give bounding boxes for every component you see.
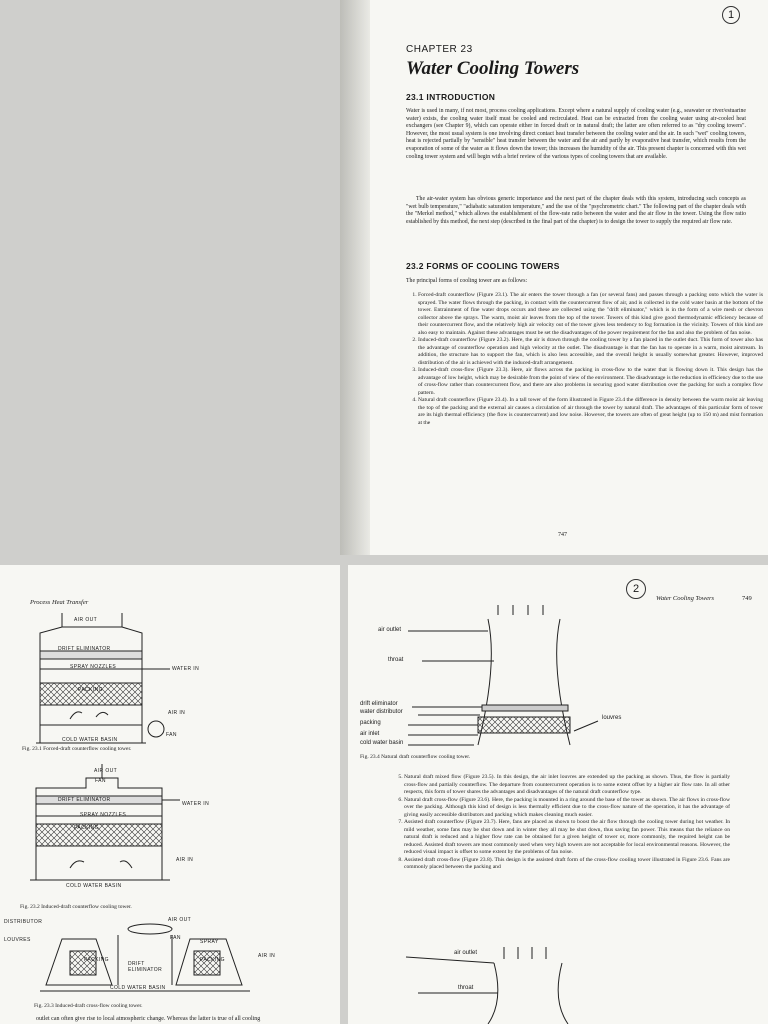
label-packing-left: PACKING <box>84 957 109 963</box>
label-drift-eliminator: DRIFT ELIMINATOR <box>58 646 111 652</box>
list-item: 6. Natural draft cross-flow (Figure 23.6). Here, the packing is mounted in a ring around the base of the tower as shown. The air flows in cross-flow over the packing. Although this kind of design is less thermally efficient due to the cross-flow nature of the operation, it has the advantage of giving easily accessible distributors and packing which makes cleaning much easier. <box>404 797 730 820</box>
label-air-in: AIR IN <box>176 857 194 863</box>
list-item: 5. Natural draft mixed flow (Figure 23.5). In this design, the air inlet louvres are extended up the packing as shown. Thus, the flow is partially cross-flow and partially counterflow. The departure from countercurrent operation is to some extent offset by a higher air flow rate. In all other respects, this form of tower shares the advantages and disadvantages of the natural draft counterflow type. <box>404 774 730 797</box>
label-spray: SPRAY <box>200 939 219 945</box>
list-item: 4. Natural draft counterflow (Figure 23.4). In a tall tower of the form illustrated in Figure 23.4 the difference in density between the warm moist air leaving the top of the packing and the external air causes a circulation of air through the tower by natural draft. The advantages of this particular form of tower are its high thermal efficiency (the flow is countercurrent) and low noise. However, the towers are often of great height (up to 150 m) and mist formation at the <box>418 397 763 427</box>
bottom-text-line: outlet can often give rise to local atmospheric change. Whereas the latter is true of all cooling <box>36 1016 261 1022</box>
figure-natural-draft-tower <box>348 605 768 755</box>
label-air-in: AIR IN <box>258 953 276 959</box>
label-fan: FAN <box>170 935 181 941</box>
label-air-outlet: air outlet <box>454 950 478 956</box>
forms-list <box>404 292 763 427</box>
running-head: Process Heat Transfer <box>30 599 89 606</box>
figure-induced-draft-counterflow <box>0 760 340 900</box>
label-fan: FAN <box>95 778 106 784</box>
running-head: Water Cooling Towers <box>656 595 715 602</box>
label-distributor: DISTRIBUTOR <box>4 919 43 925</box>
page-number: 749 <box>742 595 752 602</box>
label-cold-water-basin: cold water basin <box>360 740 404 746</box>
label-drift-eliminator: drift eliminator <box>360 701 398 707</box>
list-item: 8. Assisted draft cross-flow (Figure 23.8). This design is the assisted draft form of the cross-flow cooling tower illustrated in Figure 23.6. Fans are commonly placed between the packing and <box>404 857 730 872</box>
label-water-distributor: water distributor <box>360 709 403 715</box>
label-air-out: AIR OUT <box>168 917 192 923</box>
forms-list-continued <box>390 774 730 872</box>
page-marker-2: 2 <box>626 579 646 599</box>
label-air-out: AIR OUT <box>74 617 98 623</box>
label-air-inlet: air inlet <box>360 731 380 737</box>
label-water-in: WATER IN <box>172 666 200 672</box>
list-item: 7. Assisted draft counterflow (Figure 23.7). Here, fans are placed as shown to boost the air flow through the cooling tower during hot weather. In mild weather, some fans may be shut down and in winter they all may be shut down, thus saving fan power. This means that the reliance on natural draft is reduced and a higher flow rate can be obtained for a given height of tower or, more commonly, the required height can be reduced. Assisted draft towers are most commonly used when very high towers are not acceptable for local environmental reasons. However, the reduced visual impact is offset to some extent by the problems of fan noise. <box>404 819 730 857</box>
label-spray-nozzles: SPRAY NOZZLES <box>80 812 127 818</box>
label-fan: FAN <box>166 732 177 738</box>
page-marker-1: 1 <box>722 6 740 24</box>
label-drift-eliminator: DRIFT ELIMINATOR <box>58 797 111 803</box>
figure-mixed-flow-tower <box>348 941 768 1024</box>
section-heading-forms: 23.2 FORMS OF COOLING TOWERS <box>406 261 560 271</box>
page-749 <box>348 565 768 1024</box>
intro-paragraph-1: Water is used in many, if not most, process cooling applications. Except where a natural supply of cooling water (e.g., seawater or river/estuarine water) exists, the cooling water itself must be cooled and recirculated. Heat can be extracted from the cooling water using air-cooled heat exchangers (see Chapter 9), which can operate either in forced draft or in natural draft; the latter are often referred to as "dry cooling towers". However, the most usual system is one involving direct contact heat transfer between the cooling water and the air. In such "wet" cooling towers, heat is rejected partially by "sensible" heat transfer between the water and the air and partly by evaporative heat transfer, which results from the evaporation of some of the water as it flows down the tower; this increases the humidity of the air. This present chapter is concerned with this wet cooling tower system and will begin with a brief review of the various types of cooling towers that are available. <box>406 108 746 160</box>
label-cold-water-basin: COLD WATER BASIN <box>62 737 118 743</box>
label-spray-nozzles: SPRAY NOZZLES <box>70 664 117 670</box>
chapter-title: Water Cooling Towers <box>406 58 580 79</box>
intro-paragraph-2: The air-water system has obvious generic importance and the next part of the chapter deals with this system, introducing such concepts as "wet bulb temperature," "adiabatic saturation temperature," and the use of the "psychrometric chart." The following part of the chapter deals with the "Merkel method," which allows the establishment of the flow-rate ratio between the water and the air flow in the tower. Using the flow ratio established by this method, the next step (described in the final part of the chapter) is to design the tower to supply the required air flow rate. <box>406 196 746 225</box>
label-air-outlet: air outlet <box>378 627 402 633</box>
label-air-in: AIR IN <box>168 710 186 716</box>
figure-caption: Fig. 23.4 Natural draft counterflow cooling tower. <box>360 754 471 760</box>
page-747 <box>370 0 768 555</box>
label-drift-eliminator: DRIFT ELIMINATOR <box>128 961 163 973</box>
label-throat: throat <box>458 985 474 991</box>
page-number: 747 <box>558 532 567 538</box>
list-item: 1. Forced-draft counterflow (Figure 23.1). The air enters the tower through a fan (or several fans) and passes through a packing onto which the water is sprayed. The water flows through the packing, in contact with the countercurrent flow of air, and is collected in the cold water basin at the bottom of the tower. Entrainment of fine water drops occurs and these are collected using the "drift eliminator," which is in the form of a wire mesh or chevron collector above the sprays. The warm, moist air leaves from the top of the tower. Towers of this kind give good thermodynamic efficiency because of their countercurrent flow, and the relatively high air velocity out of the tower gives less tendency to fog formation in the vicinity. Towers of this kind are also easy to maintain. Against these advantages must be set the disadvantages of the power requirement for the fan and also the problem of fan noise. <box>418 292 763 337</box>
label-water-in: WATER IN <box>182 801 210 807</box>
list-item: 2. Induced-draft counterflow (Figure 23.2). Here, the air is drawn through the cooling tower by a fan placed in the outlet duct. This form of tower also has the advantage of counterflow operation and high velocity at the outlet. The disadvantage is that the fan has to operate in a warm, moist airstream. In addition, the structure has to support the fan, which is also less accessible, and the overall height is usually somewhat greater. However, improved distribution of the air is achieved with the induced-draft arrangement. <box>418 337 763 367</box>
forms-intro: The principal forms of cooling tower are as follows: <box>406 278 528 284</box>
label-louvres: LOUVRES <box>4 937 31 943</box>
list-item: 3. Induced-draft cross-flow (Figure 23.3). Here, air flows across the packing in cross-flow to the water that is flowing down it. This design has the advantage of low height, which may be desirable from the point of view of the environment. The disadvantage is the reduction in efficiency due to the use of cross-flow rather than countercurrent flow, and there are also problems in securing good water distribution over the packing for such a complex flow pattern. <box>418 367 763 397</box>
figure-forced-draft-tower <box>0 605 340 750</box>
label-throat: throat <box>388 657 404 663</box>
figure-induced-draft-crossflow <box>0 915 340 1007</box>
label-air-out: AIR OUT <box>94 768 118 774</box>
chapter-label: CHAPTER 23 <box>406 44 473 55</box>
book-gutter <box>340 0 370 555</box>
label-louvres: louvres <box>602 715 622 721</box>
figure-caption: Fig. 23.3 Induced-draft cross-flow cooling tower. <box>34 1003 143 1009</box>
page-748 <box>0 565 340 1024</box>
label-cold-water-basin: COLD WATER BASIN <box>66 883 122 889</box>
label-cold-water-basin: COLD WATER BASIN <box>110 985 166 991</box>
figure-caption: Fig. 23.2 Induced-draft counterflow cooling tower. <box>20 904 132 910</box>
label-packing: PACKING <box>74 825 99 831</box>
section-heading-intro: 23.1 INTRODUCTION <box>406 92 496 102</box>
figure-caption: Fig. 23.1 Forced-draft counterflow cooling tower. <box>22 746 132 752</box>
label-packing: packing <box>360 720 381 726</box>
label-packing: PACKING <box>78 687 103 693</box>
label-packing-right: PACKING <box>200 957 225 963</box>
